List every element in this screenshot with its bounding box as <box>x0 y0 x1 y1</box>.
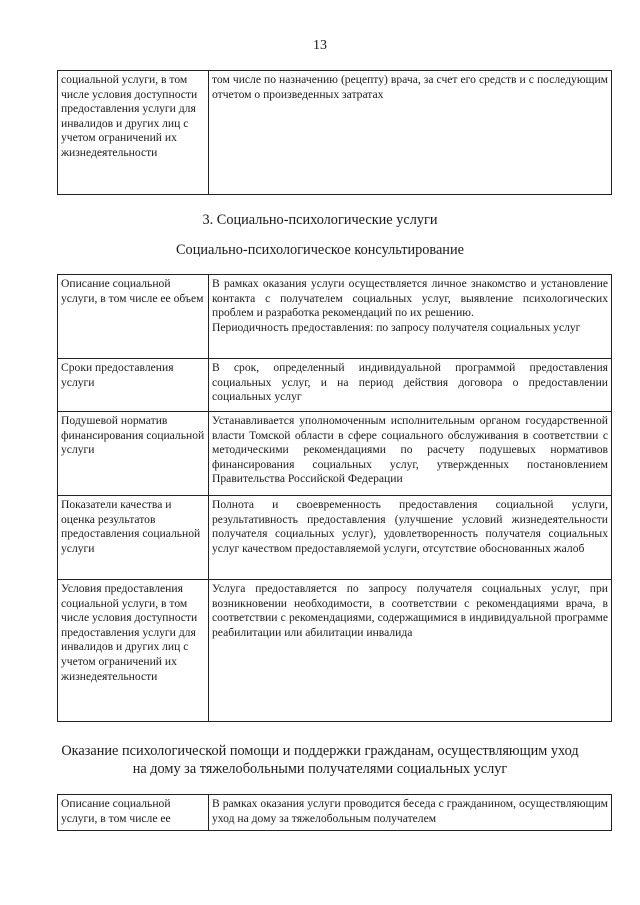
row-value: Услуга предоставляется по запросу получателя социальных услуг, при возникновении необходимости, в соответствии с рекомендациями врача, в соответствии с рекомендациями, содержащимися в индивидуальной программе реабилитации или абилитации инвалида <box>209 580 612 722</box>
row-value: В рамках оказания услуги проводится беседа с гражданином, осуществляющим уход на дому за тяжелобольным получателем <box>209 795 612 831</box>
table-row <box>58 71 612 195</box>
row-label: Описание социальной услуги, в том числе ее <box>58 795 209 831</box>
row-value: В срок, определенный индивидуальной программой предоставления социальных услуг, и на период действия договора о предоставлении социальных услуг <box>209 359 612 412</box>
subheading-consulting: Социально-психологическое консультирование <box>176 242 464 258</box>
subheading-caregiver-support <box>0 742 640 778</box>
row-label: Показатели качества и оценка результатов предоставления социальной услуги <box>58 496 209 580</box>
subheading-line: Оказание психологической помощи и поддержки гражданам, осуществляющим уход <box>61 743 579 759</box>
caregiver-table <box>57 794 612 831</box>
subheading-line: на дому за тяжелобольными получателями социальных услуг <box>132 761 508 777</box>
table-continued-row <box>57 70 612 195</box>
row-value: Полнота и своевременность предоставления социальной услуги, результативность предоставления (улучшение условий жизнедеятельности получателя социальных услуг), удовлетворенность получателя социальных услуг качеством предоставляемой услуги, отсутствие обоснованных жалоб <box>209 496 612 580</box>
row-value: Устанавливается уполномоченным исполнительным органом государственной власти Томской области в сфере социального обслуживания в соответствии с методическими рекомендациями по расчету подушевых нормативов финансирования социальных услуг, утвержденных постановлением Правительства Российской Федерации <box>209 412 612 496</box>
row-label: Описание социальной услуги, в том числе ее объем <box>58 275 209 359</box>
table-row <box>58 795 612 831</box>
table-row <box>58 412 612 496</box>
row-label: Сроки предоставления услуги <box>58 359 209 412</box>
row-value-periodicity: Периодичность предоставления: по запросу получателя социальных услуг <box>212 320 581 334</box>
table-row <box>58 496 612 580</box>
table-row <box>58 580 612 722</box>
row-label: Подушевой норматив финансирования социальной услуги <box>58 412 209 496</box>
table-row <box>58 359 612 412</box>
row-label: социальной услуги, в том числе условия доступности предоставления услуги для инвалидов и других лиц с учетом ограничений их жизнедеятельности <box>58 71 209 195</box>
row-value <box>209 275 612 359</box>
consulting-table <box>57 274 612 722</box>
table-row <box>58 275 612 359</box>
row-value: том числе по назначению (рецепту) врача, за счет его средств и с последующим отчетом о произведенных затратах <box>209 71 612 195</box>
page-number: 13 <box>313 38 327 53</box>
section-heading: 3. Социально-психологические услуги <box>202 212 438 228</box>
row-value-description: В рамках оказания услуги осуществляется личное знакомство и установление контакта с получателем социальных услуг, выявление психологических проблем и разработка рекомендаций по их решению. <box>212 277 608 320</box>
row-label: Условия предоставления социальной услуги, в том числе условия доступности предоставления услуги для инвалидов и других лиц с учетом ограничений их жизнедеятельности <box>58 580 209 722</box>
